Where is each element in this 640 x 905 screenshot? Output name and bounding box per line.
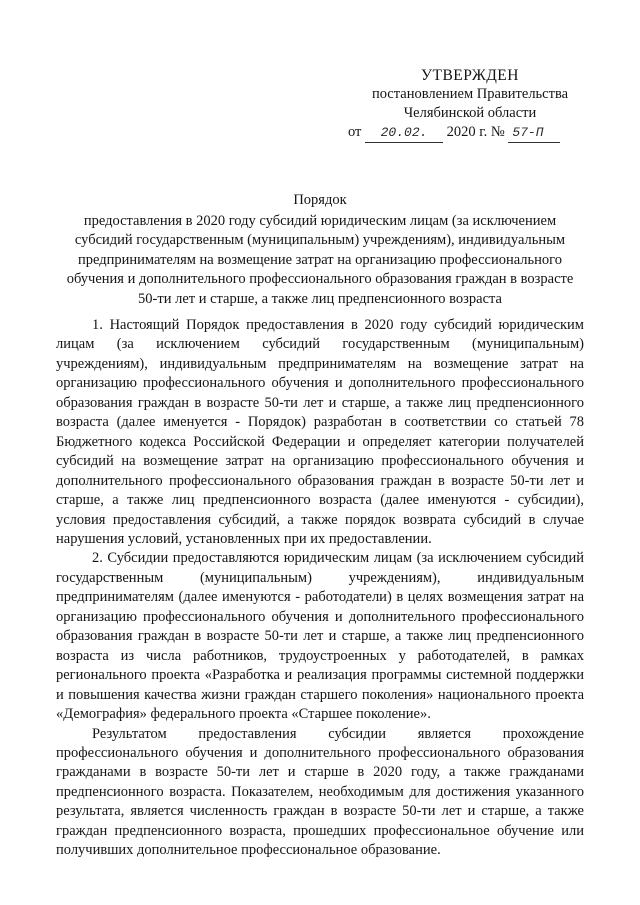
approval-stamp xyxy=(320,66,620,143)
paragraph: Результатом предоставления субсидии является прохождение профессионального обучения и дополнительного профессионального образования гражданами в возрасте 50-ти лет и старше в 2020 году, а также гражданами предпенсионного возраста. Показателем, необходимым для достижения указанного результата, является численность граждан в возрасте 50-ти лет и старше, а также граждан предпенсионного возраста, прошедших профессиональное обучение или получивших дополнительное профессиональное образование. xyxy=(56,725,584,859)
approval-region: Челябинской области xyxy=(403,105,537,121)
approval-title: УТВЕРЖДЕН xyxy=(421,67,519,84)
date-prefix: от xyxy=(348,124,362,140)
document-title: Порядок xyxy=(293,192,347,208)
approval-date: 20.02. xyxy=(365,123,443,143)
approval-date-line xyxy=(320,123,620,143)
document-subtitle: предоставления в 2020 году субсидий юридическим лицам (за исключением субсидий государственным (муниципальным) учреждениям), индивидуальным предпринимателям на возмещение затрат на организацию профессионального обучения и дополнительного профессионального образования граждан в возрасте 50-ти лет и старше, а также лиц предпенсионного возраста xyxy=(66,212,574,307)
paragraph: 1. Настоящий Порядок предоставления в 2020 году субсидий юридическим лицам (за исключением субсидий государственным (муниципальным) учреждениям), индивидуальным предпринимателям на возмещение затрат на организацию профессионального обучения и дополнительного профессионального образования граждан в возрасте 50-ти лет и старше, а также лиц предпенсионного возраста (далее именуется - Порядок) разработан в соответствии со статьей 78 Бюджетного кодекса Российской Федерации и определяет категории получателей субсидий на возмещение затрат на организацию профессионального обучения и дополнительного профессионального образования граждан в возрасте 50-ти лет и старше, а также лиц предпенсионного возраста (далее именуются - субсидии), условия предоставления субсидий, а также порядок возврата субсидий в случае нарушения условий, установленных при их предоставлении. xyxy=(56,317,584,547)
document-body xyxy=(56,316,584,861)
approval-issuer: постановлением Правительства xyxy=(371,86,569,102)
paragraph: 2. Субсидии предоставляются юридическим лицам (за исключением субсидий государственным (муниципальным) учреждениям), индивидуальным предпринимателям (далее именуются - работодатели) в целях возмещения затрат на организацию профессионального обучения и дополнительного профессионального образования граждан в возрасте 50-ти лет и старше, а также лиц предпенсионного возраста из числа работников, трудоустроенных у работодателей, в рамках регионального проекта «Разработка и реализация программы системной поддержки и повышения качества жизни граждан старшего поколения» национального проекта «Демография» федерального проекта «Старшее поколение». xyxy=(56,550,584,723)
document-heading xyxy=(56,191,584,309)
approval-number: 57-П xyxy=(508,123,560,143)
year-text: 2020 г. № xyxy=(446,124,505,140)
